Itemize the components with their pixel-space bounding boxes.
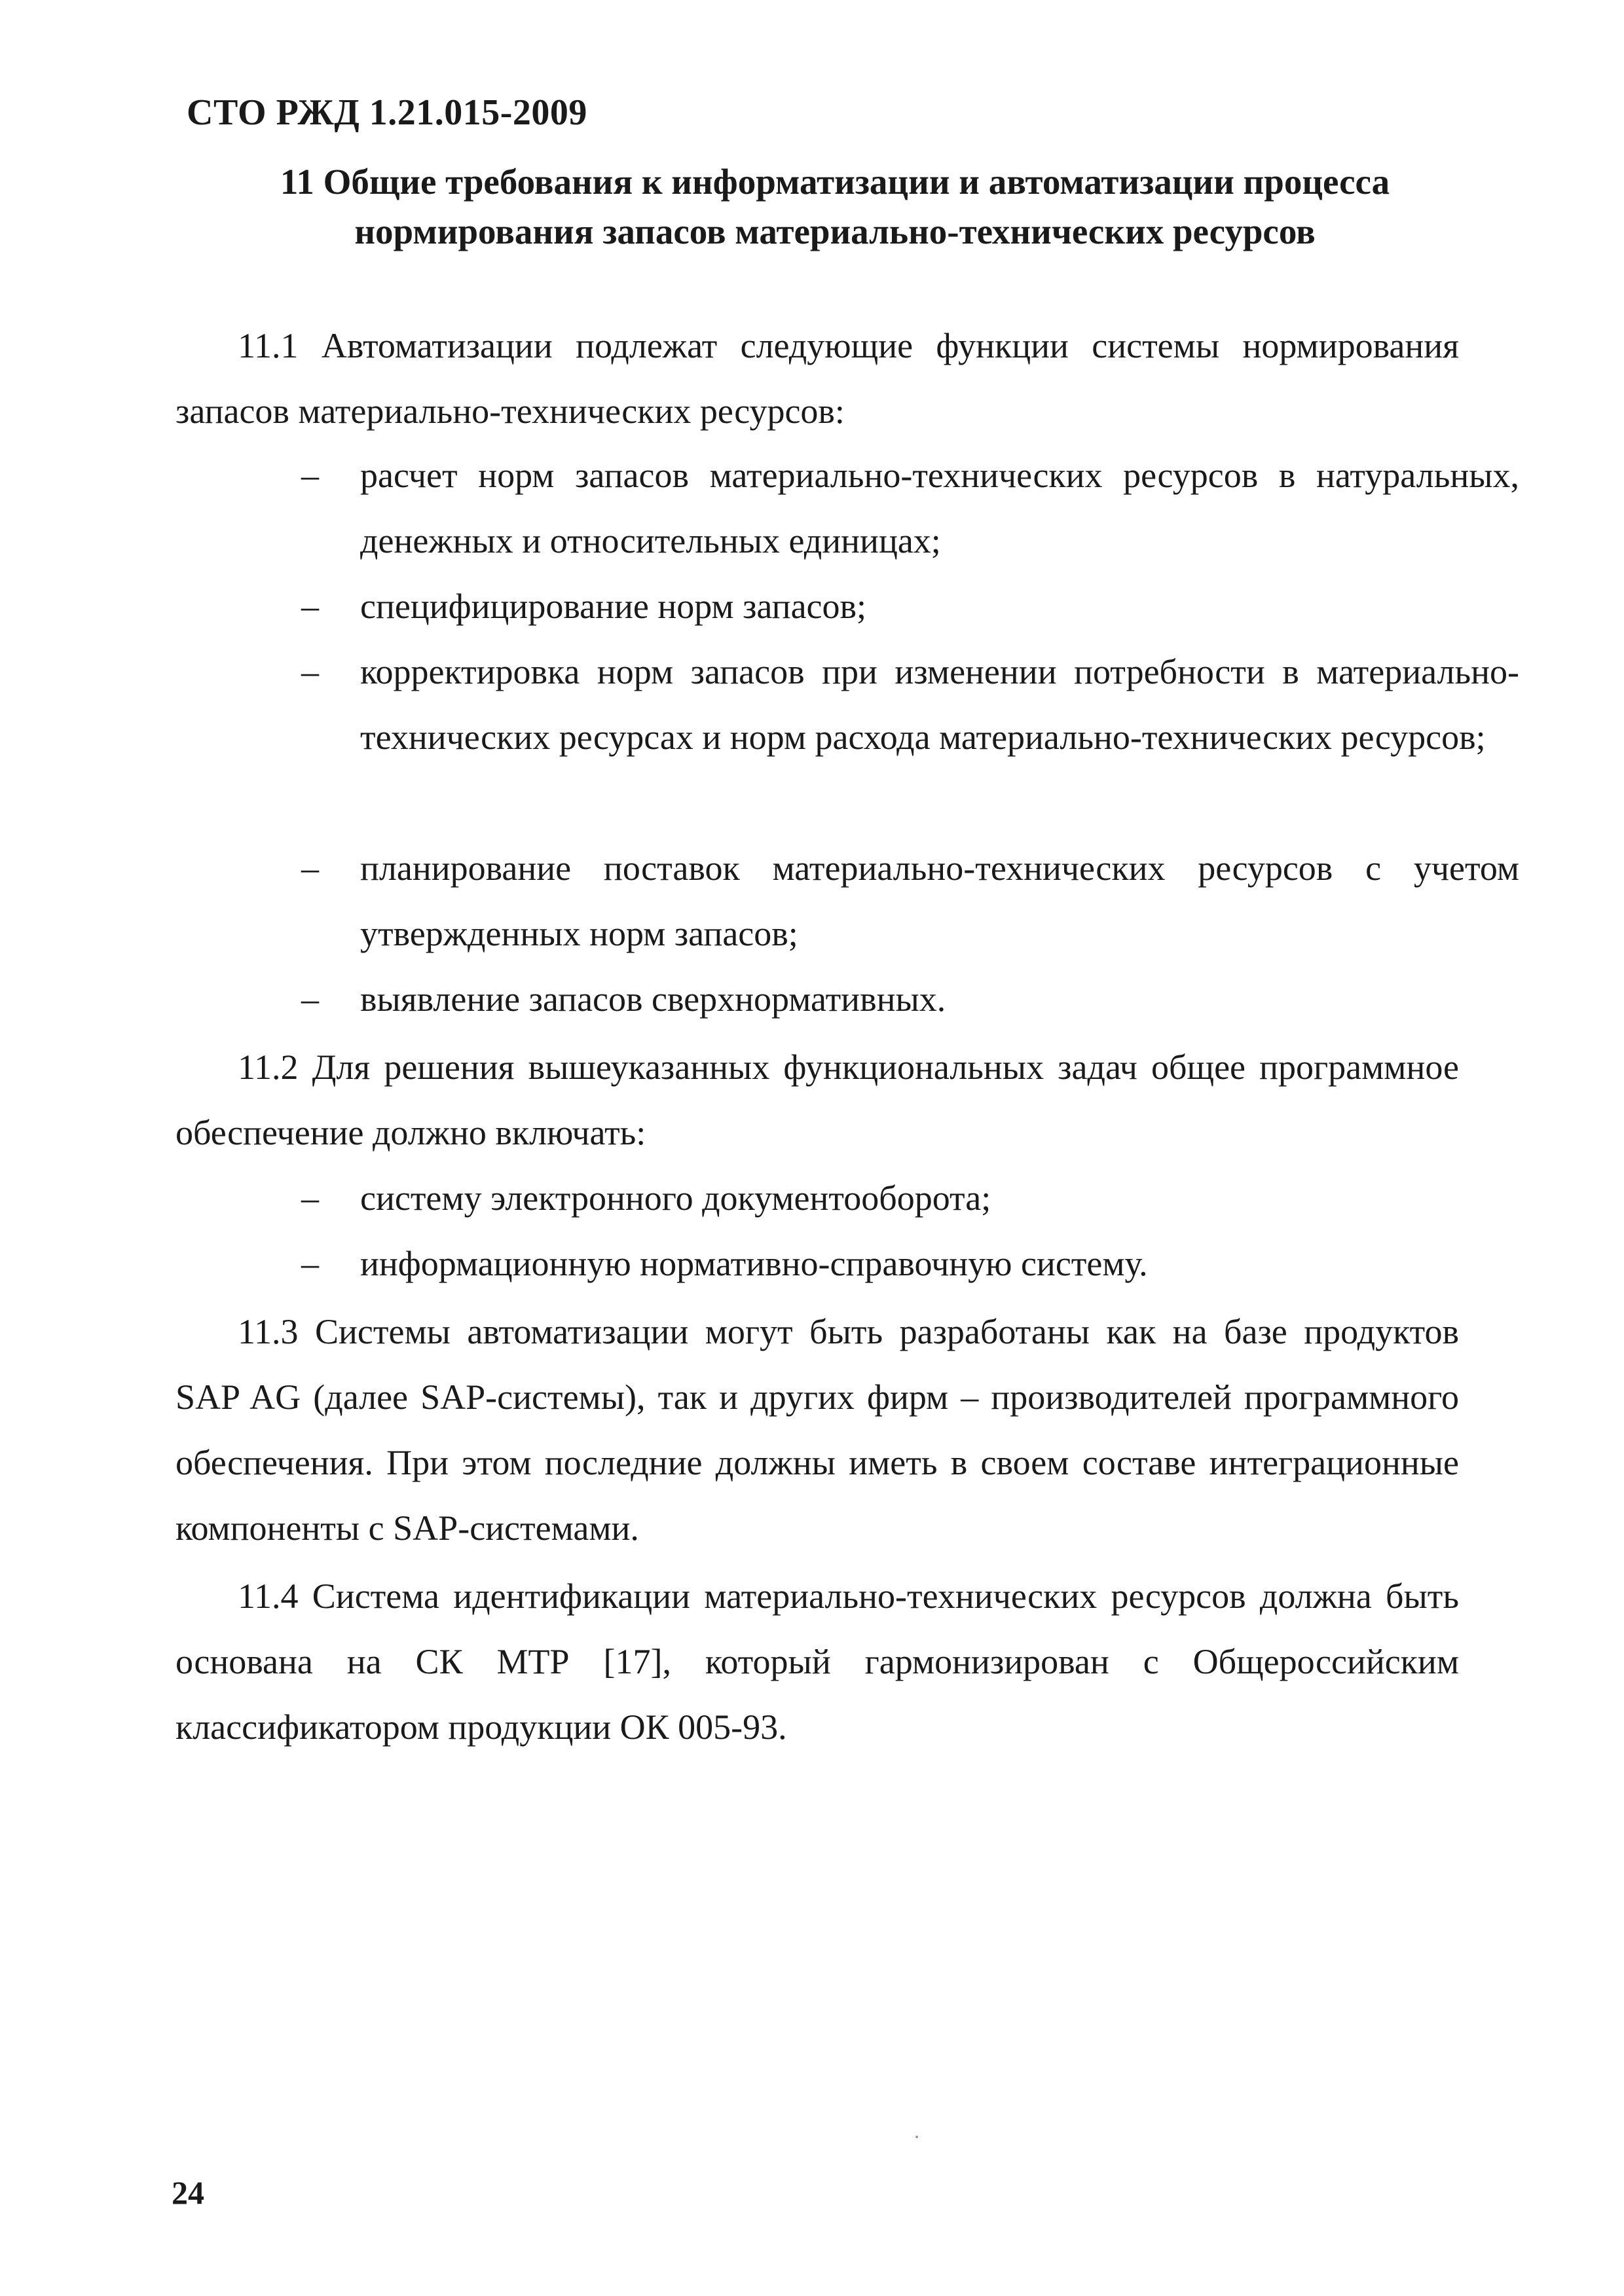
document-code: СТО РЖД 1.21.015-2009 [187, 92, 587, 133]
bullet-dash: – [301, 1178, 319, 1218]
bullet-dash: – [301, 979, 319, 1019]
paragraph-11-4: 11.4 Система идентификации материально-технических ресурсов должна быть основана на СК МТР [17], который гармонизирован с Общероссийским классификатором продукции ОК 005-93. [175, 1576, 1459, 1747]
bullet-item-calc-norms: – расчет норм запасов материально-технических ресурсов в натуральных, денежных и относительных единицах; [301, 443, 1519, 574]
bullet-item-specify-norms: – специфицирование норм запасов; [301, 574, 1519, 639]
paragraph-11-3: 11.3 Системы автоматизации могут быть разработаны как на базе продуктов SAP AG (далее SAP-системы), так и других фирм – производителей программного обеспечения. При этом последние должны иметь в своем составе интеграционные компоненты с SAP-системами. [175, 1312, 1459, 1548]
bullet-item-detect-excess: – выявление запасов сверхнормативных. [301, 966, 1519, 1032]
paragraph-11-1: 11.1 Автоматизации подлежат следующие функции системы нормирования запасов материально-технических ресурсов: [175, 326, 1459, 431]
page-number: 24 [172, 2174, 204, 2211]
section-title-line-2: нормирования запасов материально-технических ресурсов [354, 211, 1316, 251]
bullet-item-adjust-norms: – корректировка норм запасов при изменении потребности в материально-технических ресурсах и норм расхода материально-технических ресурсов; [301, 639, 1519, 770]
section-title-line-1: 11 Общие требования к информатизации и автоматизации процесса [280, 162, 1390, 202]
bullet-dash: – [301, 456, 319, 495]
bullet-dash: – [301, 848, 319, 888]
bullet-item-plan-deliveries: – планирование поставок материально-технических ресурсов с учетом утвержденных норм запасов; [301, 835, 1519, 966]
bullet-dash: – [301, 587, 319, 626]
section-title [187, 157, 1483, 257]
bullet-dash: – [301, 1244, 319, 1283]
bullet-item-edms: – систему электронного документооборота; [301, 1165, 1519, 1231]
scan-speck [915, 2136, 918, 2138]
paragraph-11-2: 11.2 Для решения вышеуказанных функциональных задач общее программное обеспечение должно включать: [175, 1048, 1459, 1152]
bullet-dash: – [301, 652, 319, 691]
bullet-item-reference-system: – информационную нормативно-справочную систему. [301, 1231, 1519, 1296]
